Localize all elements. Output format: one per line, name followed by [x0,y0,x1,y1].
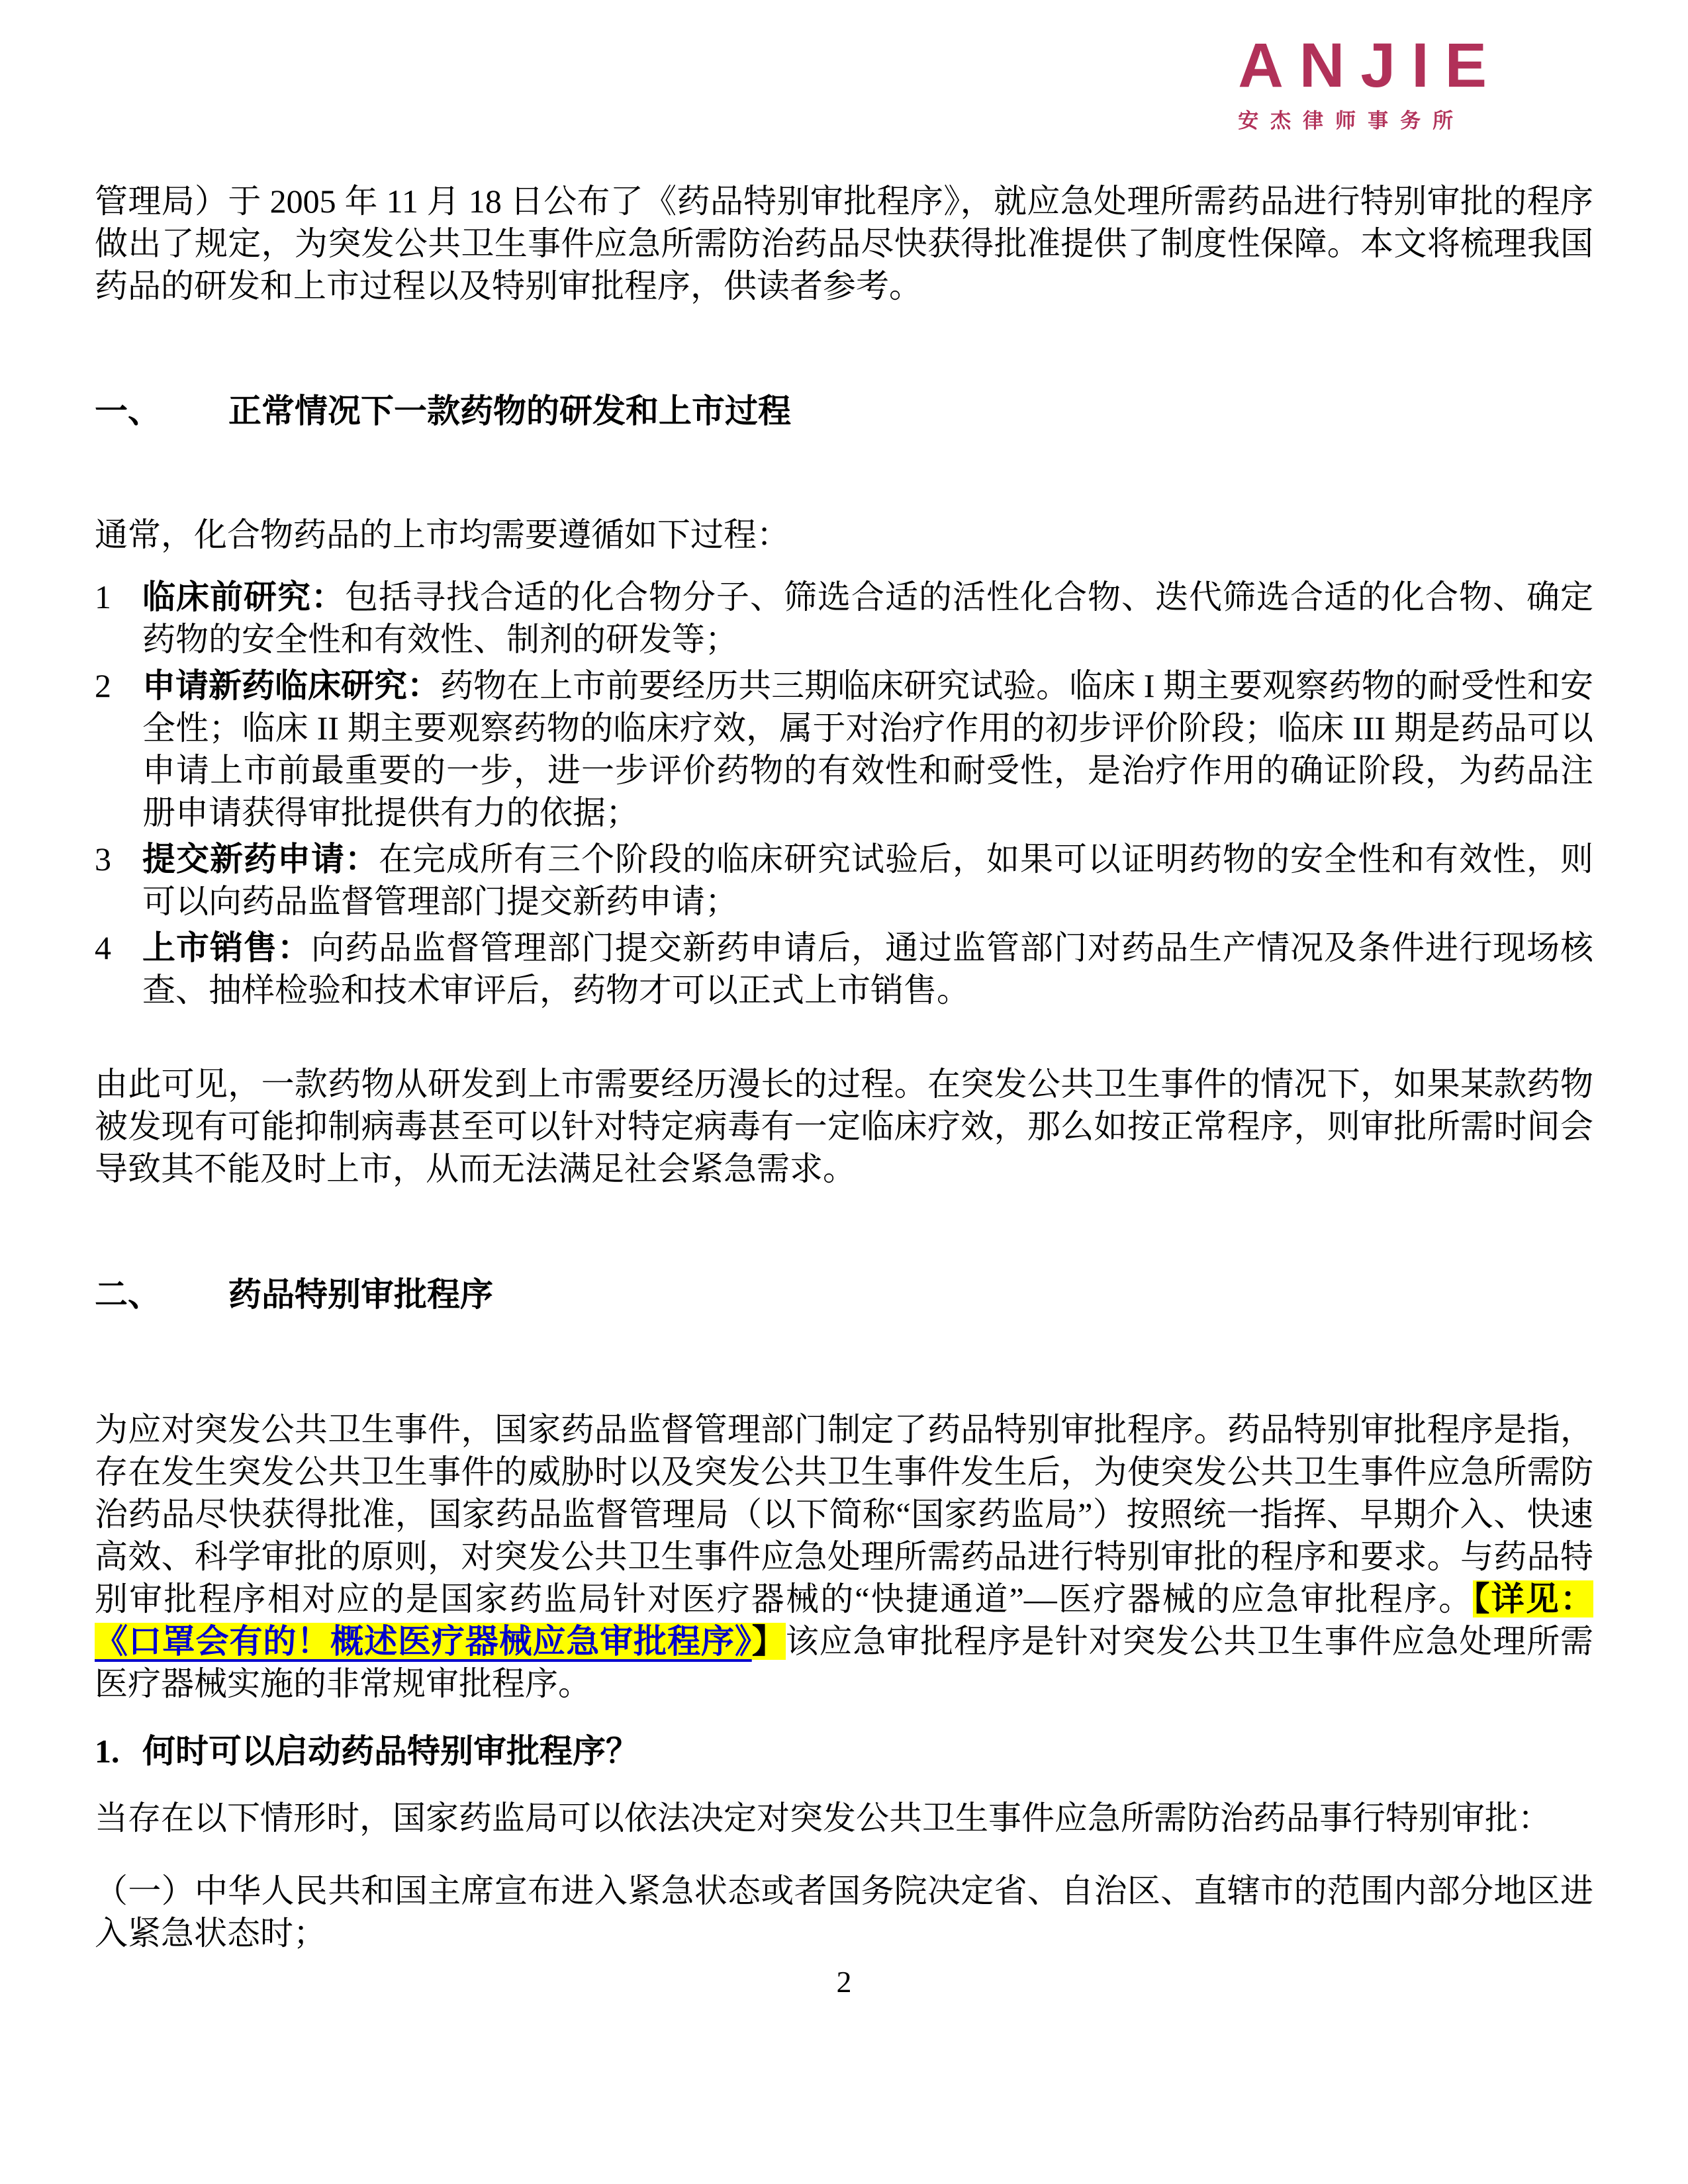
list-item [95,576,1593,660]
list-item-label: 上市销售： [142,929,311,966]
list-item-number: 4 [95,929,111,966]
list-item [95,838,1593,923]
document-body [95,0,1593,1954]
list-item-text: 药物在上市前要经历共三期临床研究试验。临床 I 期主要观察药物的耐受性和安全性；临床 II 期主要观察药物的临床疗效，属于对治疗作用的初步评价阶段；临床 III 期是药品可以申请上市前最重要的一步，进一步评价药物的有效性和耐受性，是治疗作用的确证阶段，为药品注册申请获得审批提供有力的依据； [142,667,1594,831]
subsection1-lead: 当存在以下情形时，国家药监局可以依法决定对突发公共卫生事件应急所需防治药品事行特别审批： [95,1799,1551,1837]
list-item [95,927,1593,1011]
subsection1-title: 何时可以启动药品特别审批程序？ [142,1733,639,1770]
paragraph-text-after-link: 该应急审批程序是针对突发公共卫生事件应急处理所需医疗器械实施的非常规审批程序。 [95,1623,1594,1702]
page-number: 2 [836,1965,852,1999]
section1-conclusion: 由此可见，一款药物从研发到上市需要经历漫长的过程。在突发公共卫生事件的情况下，如果某款药物被发现有可能抑制病毒甚至可以针对特定病毒有一定临床疗效，那么如按正常程序，则审批所需时间会导致其不能及时上市，从而无法满足社会紧急需求。 [95,1066,1593,1187]
list-item-label: 提交新药申请： [142,841,379,878]
condition-item-1: （一）中华人民共和国主席宣布进入紧急状态或者国务院决定省、自治区、直辖市的范围内部分地区进入紧急状态时； [95,1872,1593,1952]
drug-process-list [95,576,1593,1011]
list-item-label: 申请新药临床研究： [142,667,441,704]
article-link[interactable]: 《口罩会有的！概述医疗器械应急审批程序》 [95,1623,752,1660]
anjie-logo-subtitle: 安杰律师事务所 [1238,109,1466,132]
section2-heading [95,1273,1593,1316]
list-item-text: 在完成所有三个阶段的临床研究试验后，如果可以证明药物的安全性和有效性，则可以向药品监督管理部门提交新药申请； [142,841,1593,920]
list-item-label: 临床前研究： [142,578,345,615]
section1-heading [95,390,1593,432]
intro-paragraph: 管理局）于 2005 年 11 月 18 日公布了《药品特别审批程序》，就应急处理所需药品进行特别审批的程序做出了规定，为突发公共卫生事件应急所需防治药品尽快获得批准提供了制度性保障。本文将梳理我国药品的研发和上市过程以及特别审批程序，供读者参考。 [95,183,1593,304]
section1-number: 一、 [95,392,161,430]
section1-lead: 通常，化合物药品的上市均需要遵循如下过程： [95,516,790,553]
list-item [95,664,1593,834]
list-item-text: 向药品监督管理部门提交新药申请后，通过监管部门对药品生产情况及条件进行现场核查、抽样检验和技术审评后，药物才可以正式上市销售。 [142,929,1593,1009]
highlight-bracket-open: 【详见： [1473,1580,1594,1617]
anjie-wordmark: ANJIE [1238,30,1503,101]
section1-title: 正常情况下一款药物的研发和上市过程 [228,392,791,430]
subsection1-number: 1. [95,1733,120,1770]
section2-number: 二、 [95,1276,161,1313]
list-item-text: 包括寻找合适的化合物分子、筛选合适的活性化合物、迭代筛选合适的化合物、确定药物的安全性和有效性、制剂的研发等； [142,578,1593,658]
section2-paragraph [95,1408,1593,1705]
section2-title: 药品特别审批程序 [228,1276,493,1313]
subsection1-heading [95,1730,1593,1772]
list-item-number: 1 [95,578,111,615]
list-item-number: 3 [95,841,111,878]
highlight-bracket-close: 】 [751,1623,786,1660]
list-item-number: 2 [95,667,111,704]
paragraph-text-before-link: 为应对突发公共卫生事件，国家药品监督管理部门制定了药品特别审批程序。药品特别审批程序是指，存在发生突发公共卫生事件的威胁时以及突发公共卫生事件发生后，为使突发公共卫生事件应急所需防治药品尽快获得批准，国家药品监督管理局（以下简称“国家药监局”）按照统一指挥、早期介入、快速高效、科学审批的原则，对突发公共卫生事件应急处理所需药品进行特别审批的程序和要求。与药品特别审批程序相对应的是国家药监局针对医疗器械的“快捷通道”—医疗器械的应急审批程序。 [95,1411,1593,1617]
